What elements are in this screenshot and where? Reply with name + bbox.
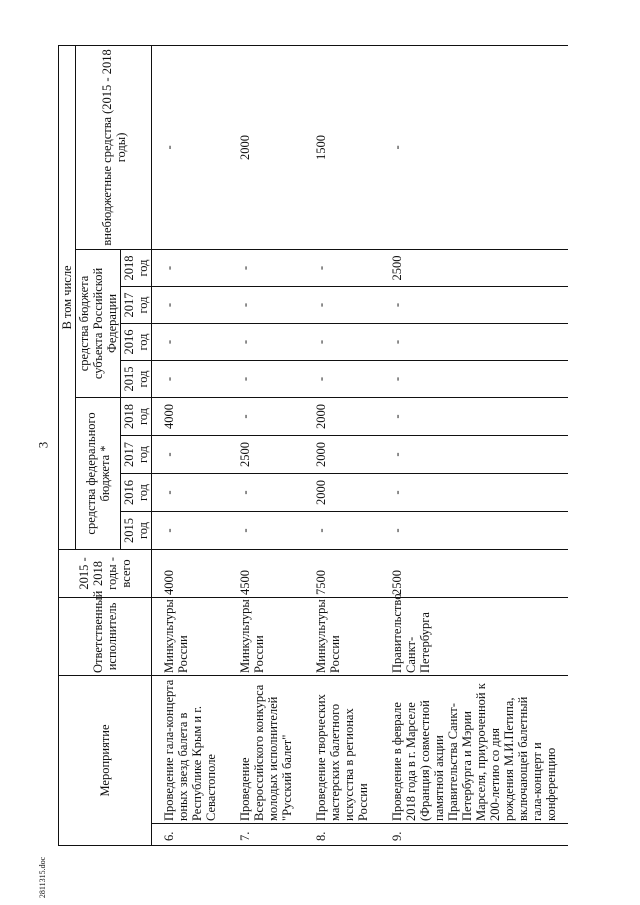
row-executor: Минкультуры России: [304, 597, 380, 675]
row-fed-2015: -: [152, 511, 229, 549]
row-measure: Проведение в феврале 2018 года в г. Марселе (Франция) совместной памятной акции Правительства Санкт-Петербурга и Мэрии Марселя, приуроченной к 200-летию со дня рождения М.И.Петипа, включающей балетный гала-концерт и конференцию: [380, 675, 568, 823]
row-fed-2018: -: [380, 397, 568, 435]
row-fed-2017: -: [380, 435, 568, 473]
row-number: 8.: [304, 824, 380, 846]
row-fed-2018: -: [228, 397, 304, 435]
row-total: 4500: [228, 549, 304, 597]
row-fed-2017: 2500: [228, 435, 304, 473]
table-row: [152, 45, 229, 845]
row-measure: Проведение творческих мастерских балетного искусства в регионах России: [304, 675, 380, 823]
row-reg-2015: -: [380, 360, 568, 397]
row-reg-2018: -: [152, 249, 229, 286]
row-extra: -: [380, 45, 568, 249]
header-reg-2018: 2018 год: [121, 249, 152, 286]
row-number: 9.: [380, 824, 568, 846]
row-reg-2016: -: [380, 323, 568, 360]
header-reg-2016: 2016 год: [121, 323, 152, 360]
row-reg-2017: -: [228, 286, 304, 323]
row-measure: Проведение Всероссийского конкурса молодых исполнителей "Русский балет": [228, 675, 304, 823]
footer-doc-id: 2811315.doc: [38, 856, 48, 899]
header-extra: внебюджетные средства (2015 - 2018 годы): [76, 45, 152, 249]
row-reg-2015: -: [304, 360, 380, 397]
row-reg-2016: -: [228, 323, 304, 360]
header-measure: Мероприятие: [59, 675, 152, 845]
table-header: [59, 45, 152, 845]
row-measure: Проведение гала-концерта юных звезд балета в Республике Крым и г. Севастополе: [152, 675, 229, 823]
row-fed-2016: -: [228, 473, 304, 511]
row-reg-2017: -: [152, 286, 229, 323]
header-fed-2015: 2015 год: [121, 511, 152, 549]
header-reg-2017: 2017 год: [121, 286, 152, 323]
row-reg-2016: -: [152, 323, 229, 360]
row-reg-2015: -: [152, 360, 229, 397]
header-total: 2015 - 2018 годы - всего: [59, 549, 152, 597]
row-fed-2018: 4000: [152, 397, 229, 435]
table-row: [228, 45, 304, 845]
row-fed-2015: -: [304, 511, 380, 549]
header-fed-2016: 2016 год: [121, 473, 152, 511]
header-regional: средства бюджета субъекта Российской Федерации: [76, 249, 121, 397]
row-reg-2015: -: [228, 360, 304, 397]
rotated-page-content: [58, 46, 598, 846]
row-reg-2016: -: [304, 323, 380, 360]
row-fed-2015: -: [228, 511, 304, 549]
row-executor: Минкультуры России: [228, 597, 304, 675]
row-fed-2017: -: [152, 435, 229, 473]
header-federal: средства федерального бюджета *: [76, 397, 121, 549]
table-row: [380, 45, 568, 845]
row-extra: 1500: [304, 45, 380, 249]
row-extra: 2000: [228, 45, 304, 249]
row-total: 7500: [304, 549, 380, 597]
row-reg-2017: -: [380, 286, 568, 323]
row-number: 6.: [152, 824, 229, 846]
row-fed-2017: 2000: [304, 435, 380, 473]
row-number: 7.: [228, 824, 304, 846]
table-body: [152, 45, 569, 845]
row-reg-2018: -: [228, 249, 304, 286]
budget-table: [58, 45, 568, 846]
header-executor: Ответственный исполнитель: [59, 597, 152, 675]
row-reg-2017: -: [304, 286, 380, 323]
row-total: 4000: [152, 549, 229, 597]
row-reg-2018: 2500: [380, 249, 568, 286]
row-total: 2500: [380, 549, 568, 597]
row-fed-2015: -: [380, 511, 568, 549]
header-in-that: В том числе: [59, 45, 76, 549]
header-fed-2017: 2017 год: [121, 435, 152, 473]
row-executor: Правительство Санкт-Петербурга: [380, 597, 568, 675]
row-fed-2016: -: [152, 473, 229, 511]
header-fed-2018: 2018 год: [121, 397, 152, 435]
row-fed-2016: -: [380, 473, 568, 511]
row-fed-2016: 2000: [304, 473, 380, 511]
row-fed-2018: 2000: [304, 397, 380, 435]
row-reg-2018: -: [304, 249, 380, 286]
page-number: 3: [35, 441, 51, 449]
row-executor: Минкультуры России: [152, 597, 229, 675]
header-reg-2015: 2015 год: [121, 360, 152, 397]
row-extra: -: [152, 45, 229, 249]
table-row: [304, 45, 380, 845]
